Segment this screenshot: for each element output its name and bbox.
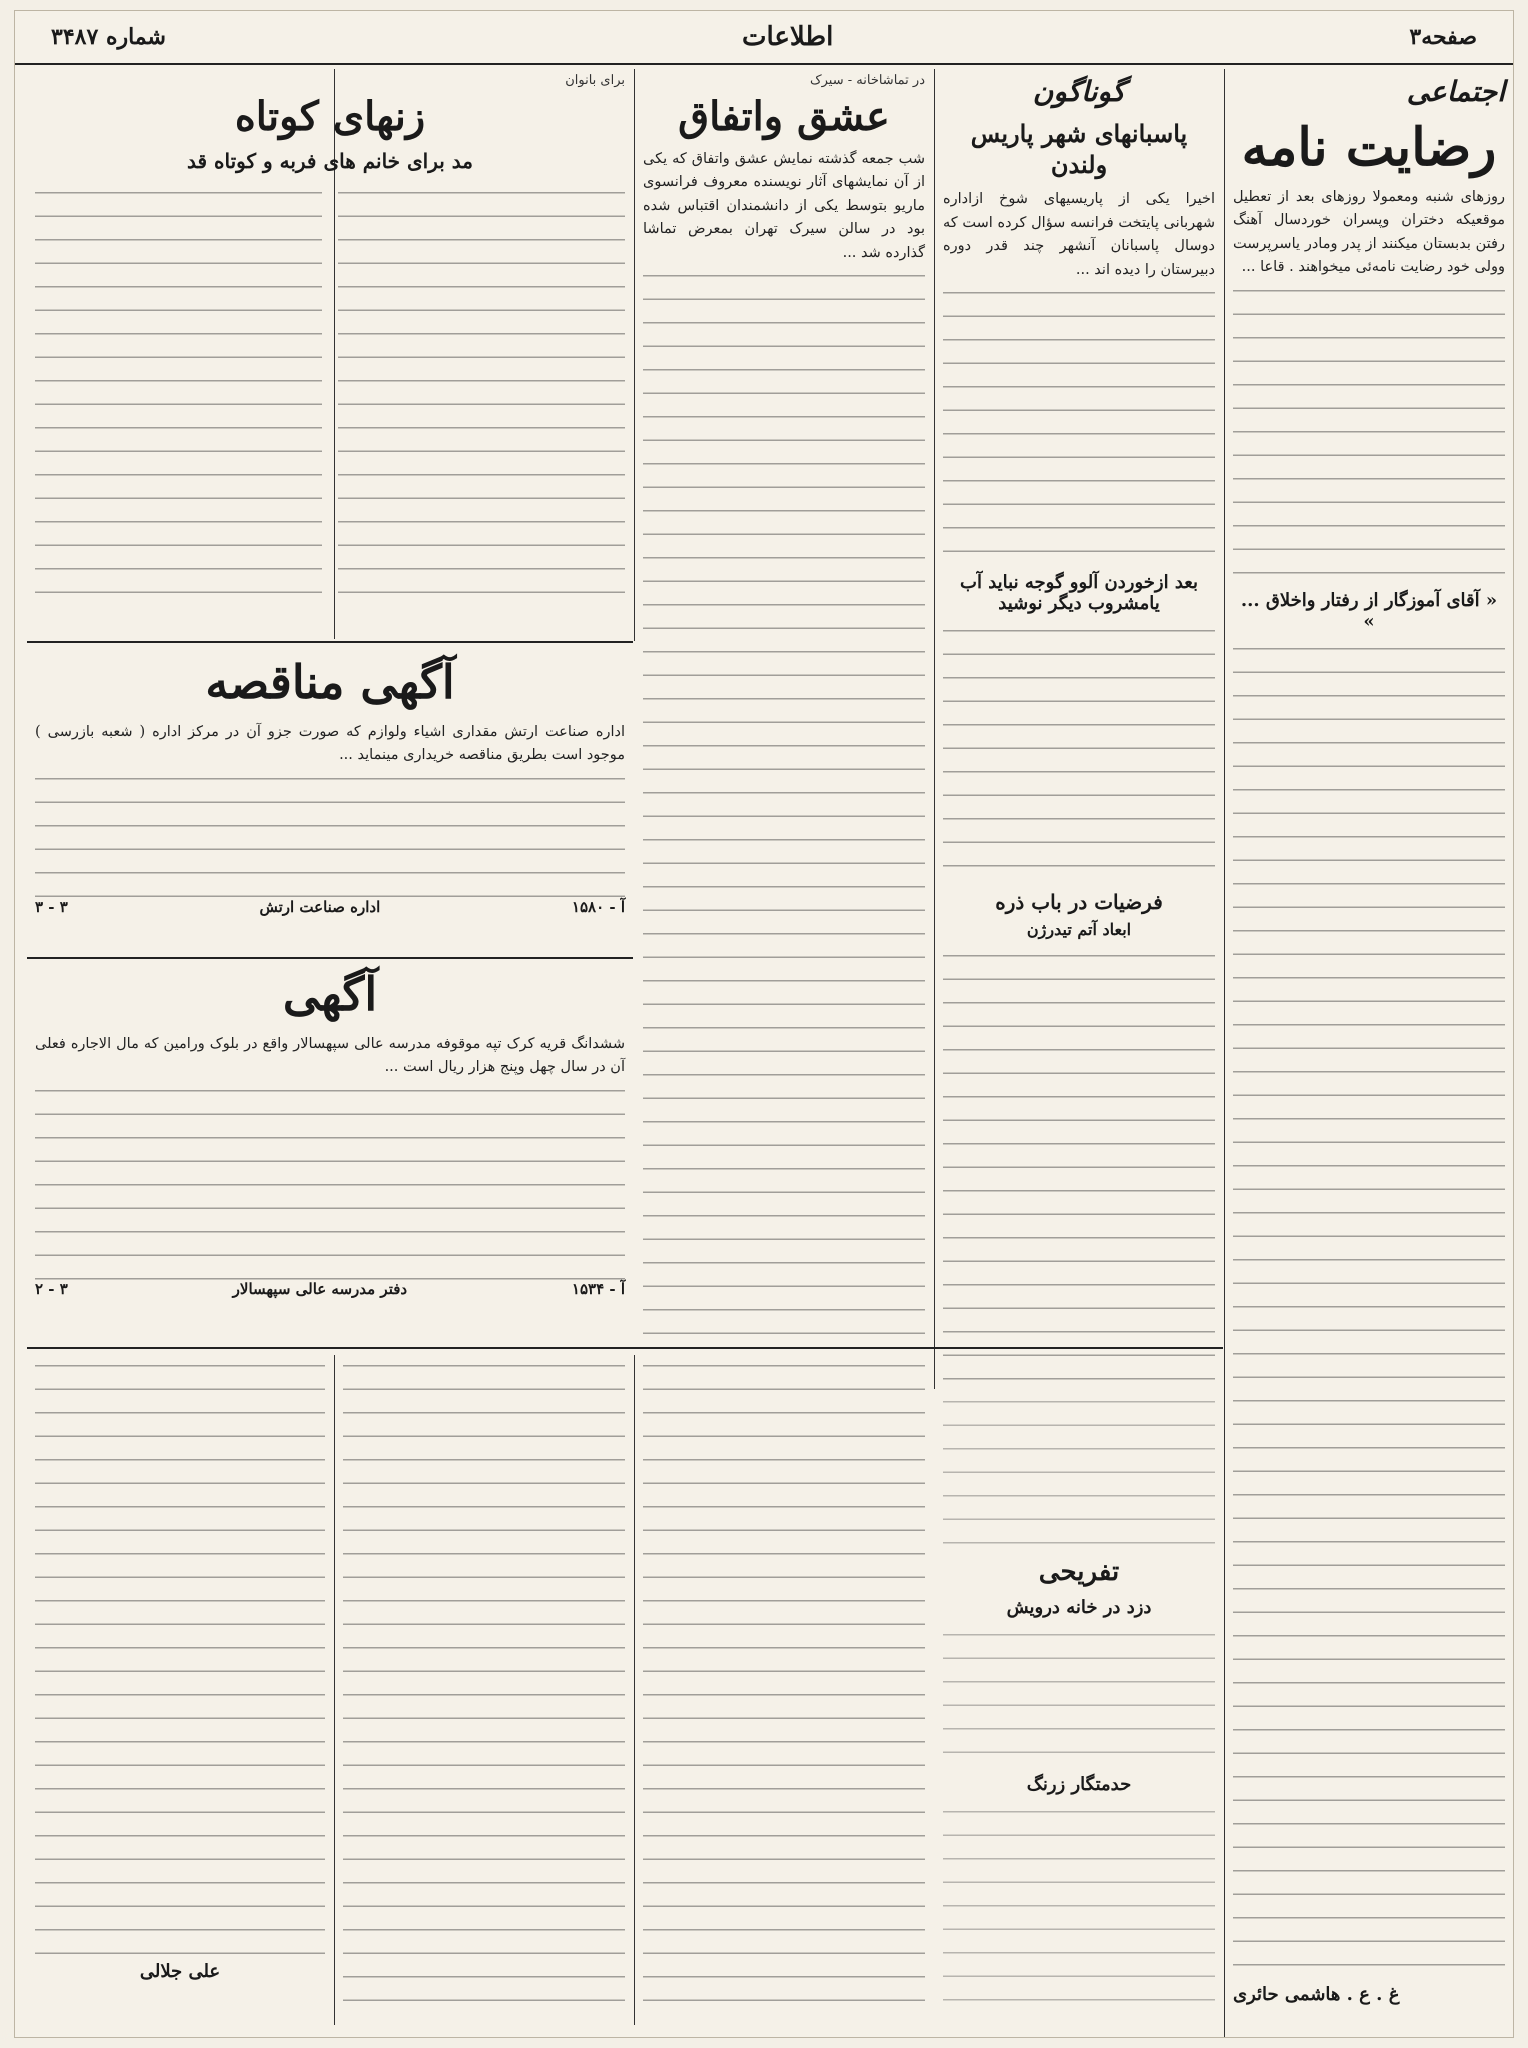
section-divider	[27, 1347, 1223, 1349]
article-lead: شب جمعه گذشته نمایش عشق واتفاق که یکی از آن نمایشهای آثار نویسنده معروف فرانسوی ماریو بتوسط یکی از دانشمندان اقتباس شده بود در سالن سیرک تهران بمعرض تماشا گذارده شد ...	[643, 151, 925, 261]
article-subhead: ابعاد آتم تیدرژن	[1026, 920, 1132, 940]
article-text-block	[943, 945, 1215, 1389]
lease-notice	[27, 963, 633, 1343]
notice-signature: دفتر مدرسه عالی سپهسالار	[232, 1279, 408, 1298]
article-text-block	[343, 1355, 625, 2015]
newspaper-page	[14, 10, 1514, 2038]
article-signature: غ . ع . هاشمی حائری	[1233, 1983, 1400, 2005]
column-rule	[334, 1355, 335, 2025]
story-signature: علی جلالی	[139, 1961, 221, 1982]
column-rule	[634, 1355, 635, 2025]
article-subhead: فرضیات در باب ذره	[995, 890, 1163, 915]
article-text-block	[1233, 280, 1505, 580]
article-lead: روزهای شنبه ومعمولا روزهای بعد از تعطیل موقعیکه دختران وپسران خوردسال آهنگ رفتن بدبستان میکنند از پدر ومادر یاسرپرست وولی خود رضایت نامه‌ئی میخواهند . قاعا ...	[1233, 188, 1505, 276]
article-text-block	[943, 620, 1215, 880]
story-column	[635, 1355, 933, 2025]
article-headline: زنهای کوتاه	[234, 93, 426, 140]
section-divider	[27, 957, 633, 959]
article-subhead: حدمتگار زرنگ	[1026, 1774, 1132, 1795]
column-entertainment	[935, 1391, 1223, 2031]
notice-ref: آ - ۱۵۸۰	[571, 897, 625, 916]
column-social	[1225, 69, 1513, 2037]
notice-body: ششدانگ قریه کرک تپه موقوفه مدرسه عالی سپهسالار واقع در بلوک ورامین که مال الاجاره فعلی آن در سال چهل وپنج هزار ریال است ...	[35, 1036, 625, 1076]
column-women	[27, 69, 633, 629]
notice-title: آگهی مناقصه	[205, 655, 455, 709]
article-text-block	[943, 282, 1215, 562]
notice-code: ۳ - ۳	[35, 897, 68, 916]
section-label: اجتماعی	[1406, 75, 1505, 108]
article-kicker: برای بانوان	[565, 73, 625, 88]
issue-number: شماره ۳۴۸۷	[51, 24, 166, 50]
article-headline: رضایت نامه	[1241, 117, 1497, 178]
masthead	[15, 11, 1513, 65]
notice-signature: اداره صناعت ارتش	[259, 897, 381, 916]
article-lead: اخیرا یکی از پاریسیهای شوخ ازاداره شهربانی پایتخت فرانسه سؤال کرده است که دوسال پاسبانان آنشهر چند قدر دوره دبیرستان را دیده اند ...	[943, 191, 1215, 278]
notice-title: آگهی	[282, 967, 378, 1021]
column-miscellaneous	[935, 69, 1223, 1389]
section-label: تفریحی	[1038, 1557, 1120, 1587]
notice-code: ۳ - ۲	[35, 1279, 68, 1298]
story-column	[27, 1355, 333, 2025]
article-headline: پاسبانهای شهر پاریس ولندن	[970, 119, 1188, 180]
section-divider	[27, 641, 633, 643]
article-text-block	[338, 182, 625, 602]
article-headline: عشق واتفاق	[678, 93, 890, 140]
story-column	[335, 1355, 633, 2025]
article-text-block	[943, 1624, 1215, 1764]
article-text-block	[943, 1391, 1215, 1551]
article-text-block	[643, 1355, 925, 2015]
article-subhead: « آقای آموزگار از رفتار واخلاق ... »	[1240, 589, 1498, 632]
notice-body: اداره صناعت ارتش مقداری اشیاء ولوازم که صورت جزو آن در مرکز اداره ( شعبه بازرسی ) موجود است بطریق مناقصه خریداری مینماید ...	[35, 724, 625, 764]
newspaper-name: اطلاعات	[741, 22, 834, 52]
article-text-block	[1233, 638, 1505, 1978]
article-kicker: در تماشاخانه - سیرک	[809, 73, 925, 88]
notice-text-block	[35, 1080, 625, 1280]
article-subhead: بعد ازخوردن آلوو گوجه نباید آب یامشروب دیگر نوشید	[960, 572, 1198, 615]
notice-ref: آ - ۱۵۳۴	[571, 1279, 625, 1298]
article-subhead: دزد در خانه درویش	[1006, 1597, 1152, 1618]
section-label: گوناگون	[1032, 75, 1126, 108]
article-text-block	[643, 265, 925, 1345]
article-text-block	[35, 182, 322, 602]
page-number: صفحه۳	[1409, 24, 1477, 50]
column-theater	[635, 69, 933, 1389]
article-text-block	[943, 1801, 1215, 2001]
tender-notice	[27, 651, 633, 951]
article-text-block	[35, 1355, 325, 1955]
article-subhead: مد برای خانم های فربه و کوتاه قد	[187, 149, 473, 173]
notice-text-block	[35, 768, 625, 898]
